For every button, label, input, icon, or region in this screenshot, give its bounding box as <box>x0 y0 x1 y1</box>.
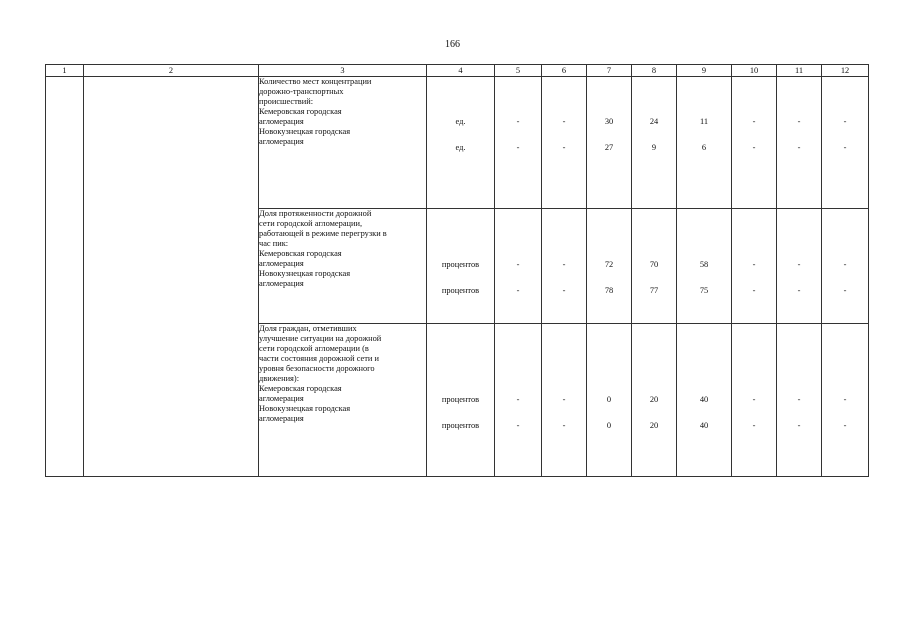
unit-value: процентов <box>441 421 480 430</box>
unit-value: ед. <box>455 117 466 126</box>
value-cell <box>632 77 677 209</box>
indicator-title-line: дорожно-транспортных <box>259 87 344 96</box>
value-cell <box>777 209 822 324</box>
item-label-line: агломерация <box>259 279 304 288</box>
indicator-title-line: сети городской агломерации, <box>259 219 363 228</box>
indicator-title-line: Доля протяженности дорожной <box>259 209 372 218</box>
value-cell <box>542 209 587 324</box>
page-number: 166 <box>445 39 460 50</box>
indicator-title-line: улучшение ситуации на дорожной <box>259 334 382 343</box>
header-row <box>46 65 869 77</box>
column-header: 5 <box>495 65 542 77</box>
value-cell <box>732 324 777 477</box>
indicator-title-line: час пик: <box>259 239 289 248</box>
item-label-line: Новокузнецкая городская <box>259 269 351 278</box>
value: 75 <box>699 286 709 295</box>
indicator-description <box>259 77 427 209</box>
indicator-title-line: движения): <box>259 374 300 383</box>
value-cell <box>495 324 542 477</box>
unit-cell <box>427 324 495 477</box>
value-cell <box>677 324 732 477</box>
value: 40 <box>699 395 709 404</box>
value-cell <box>732 209 777 324</box>
value-cell <box>495 209 542 324</box>
value: - <box>516 421 520 430</box>
item-label-line: Кемеровская городская <box>259 107 342 116</box>
value-cell <box>587 209 632 324</box>
value: 70 <box>649 260 659 269</box>
column-header: 1 <box>46 65 84 77</box>
column-header: 9 <box>677 65 732 77</box>
unit-value: ед. <box>455 143 466 152</box>
value-cell <box>632 324 677 477</box>
unit-cell <box>427 77 495 209</box>
value: 77 <box>649 286 659 295</box>
cell-col2 <box>84 77 259 477</box>
item-label-line: Кемеровская городская <box>259 249 342 258</box>
value: 20 <box>649 395 659 404</box>
value: - <box>516 395 520 404</box>
value: - <box>797 260 801 269</box>
value: - <box>752 143 756 152</box>
column-header: 6 <box>542 65 587 77</box>
indicator-title-line: работающей в режиме перегрузки в <box>259 229 387 238</box>
indicators-table <box>45 64 869 477</box>
table-header <box>46 65 869 77</box>
value-cell <box>732 77 777 209</box>
value: - <box>843 117 847 126</box>
value: - <box>797 143 801 152</box>
value: - <box>562 421 566 430</box>
indicator-title-line: части состояния дорожной сети и <box>259 354 379 363</box>
value: 0 <box>606 395 612 404</box>
value: - <box>752 260 756 269</box>
value: 30 <box>604 117 614 126</box>
indicator-title-line: Количество мест концентрации <box>259 77 372 86</box>
item-label-line: агломерация <box>259 394 304 403</box>
unit-value: процентов <box>441 286 480 295</box>
value: - <box>752 286 756 295</box>
value-cell <box>495 77 542 209</box>
indicator-title-line: происшествий: <box>259 97 314 106</box>
column-header: 3 <box>259 65 427 77</box>
indicator-title-line: сети городской агломерации (в <box>259 344 369 353</box>
unit-cell <box>427 209 495 324</box>
value: - <box>843 260 847 269</box>
value: - <box>752 421 756 430</box>
value-cell <box>677 209 732 324</box>
value: - <box>843 143 847 152</box>
indicator-title-line: уровня безопасности дорожного <box>259 364 375 373</box>
column-header: 4 <box>427 65 495 77</box>
indicator-description <box>259 324 427 477</box>
value: - <box>843 395 847 404</box>
value: - <box>797 286 801 295</box>
item-label-line: Новокузнецкая городская <box>259 127 351 136</box>
value: 58 <box>699 260 709 269</box>
unit-value: процентов <box>441 260 480 269</box>
value: 40 <box>699 421 709 430</box>
value: 24 <box>649 117 659 126</box>
item-label-line: Кемеровская городская <box>259 384 342 393</box>
value: - <box>562 395 566 404</box>
value-cell <box>777 77 822 209</box>
value: - <box>516 143 520 152</box>
value: - <box>562 286 566 295</box>
indicator-description <box>259 209 427 324</box>
value: 27 <box>604 143 614 152</box>
value: 6 <box>701 143 707 152</box>
value-cell <box>632 209 677 324</box>
value-cell <box>822 77 869 209</box>
value: - <box>562 260 566 269</box>
column-header: 2 <box>84 65 259 77</box>
value: - <box>752 395 756 404</box>
unit-value: процентов <box>441 395 480 404</box>
value-cell <box>587 324 632 477</box>
value: - <box>562 117 566 126</box>
value: 11 <box>699 117 709 126</box>
value: 0 <box>606 421 612 430</box>
value: - <box>843 421 847 430</box>
cell-col1 <box>46 77 84 477</box>
value: - <box>516 260 520 269</box>
column-header: 10 <box>732 65 777 77</box>
value: 9 <box>651 143 657 152</box>
value: - <box>797 395 801 404</box>
value: - <box>843 286 847 295</box>
value: 20 <box>649 421 659 430</box>
table-body <box>46 77 869 477</box>
item-label-line: агломерация <box>259 137 304 146</box>
item-label-line: агломерация <box>259 117 304 126</box>
value-cell <box>822 324 869 477</box>
value-cell <box>587 77 632 209</box>
value-cell <box>822 209 869 324</box>
value: - <box>752 117 756 126</box>
table-row <box>46 77 869 209</box>
value-cell <box>542 324 587 477</box>
column-header: 8 <box>632 65 677 77</box>
column-header: 12 <box>822 65 869 77</box>
column-header: 7 <box>587 65 632 77</box>
indicator-title-line: Доля граждан, отметивших <box>259 324 357 333</box>
value-cell <box>777 324 822 477</box>
column-header: 11 <box>777 65 822 77</box>
value: - <box>797 421 801 430</box>
value: - <box>797 117 801 126</box>
value: 72 <box>604 260 614 269</box>
item-label-line: агломерация <box>259 259 304 268</box>
value-cell <box>677 77 732 209</box>
item-label-line: Новокузнецкая городская <box>259 404 351 413</box>
value: 78 <box>604 286 614 295</box>
value-cell <box>542 77 587 209</box>
value: - <box>516 286 520 295</box>
item-label-line: агломерация <box>259 414 304 423</box>
value: - <box>516 117 520 126</box>
value: - <box>562 143 566 152</box>
